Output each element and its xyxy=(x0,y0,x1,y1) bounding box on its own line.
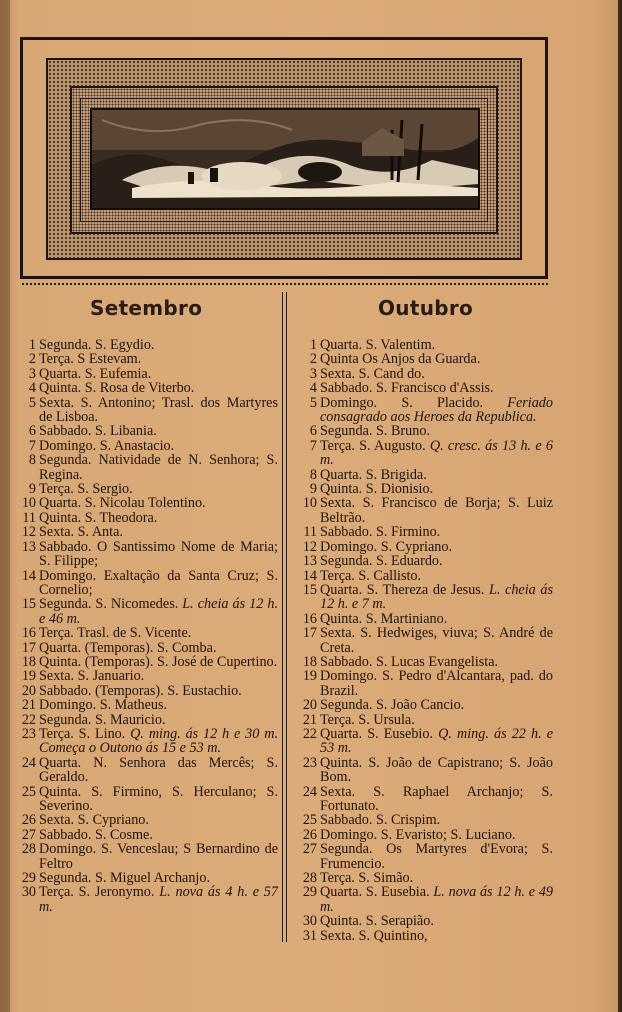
day-description xyxy=(320,842,553,871)
calendar-entry xyxy=(10,641,278,655)
day-description xyxy=(320,482,553,496)
day-number: 2 xyxy=(309,351,317,368)
day-description xyxy=(39,641,278,655)
day-description xyxy=(39,828,278,842)
day-description xyxy=(39,396,278,425)
day-number: 21 xyxy=(21,697,36,714)
day-description xyxy=(39,684,278,698)
day-number: 18 xyxy=(21,653,36,670)
day-saints: Quarta. (Temporas). S. Comba. xyxy=(39,639,217,656)
day-saints: Segunda. S. João Cancio. xyxy=(320,697,465,714)
day-description xyxy=(39,424,278,438)
day-number: 26 xyxy=(302,826,317,843)
day-number: 13 xyxy=(302,553,317,570)
day-description xyxy=(39,496,278,510)
day-saints: Sabbado. S. Francisco d'Assis. xyxy=(320,380,494,397)
day-description xyxy=(39,713,278,727)
day-number: 15 xyxy=(302,581,317,598)
calendar-entry xyxy=(291,367,553,381)
day-number: 12 xyxy=(21,524,36,541)
day-description xyxy=(320,525,553,539)
day-description xyxy=(320,352,553,366)
day-description xyxy=(39,569,278,598)
calendar-entry xyxy=(10,813,278,827)
calendar-entry xyxy=(10,540,278,569)
calendar-entry xyxy=(10,496,278,510)
day-saints: Sexta. S. Januario. xyxy=(39,668,145,685)
day-number: 2 xyxy=(28,351,36,368)
day-number: 20 xyxy=(21,682,36,699)
day-number: 19 xyxy=(21,668,36,685)
day-number: 1 xyxy=(309,337,317,353)
day-number: 20 xyxy=(302,697,317,714)
day-saints: Quinta. S. Dionisio. xyxy=(320,481,434,498)
day-number: 22 xyxy=(302,725,317,742)
calendar-entry xyxy=(291,554,553,568)
day-description xyxy=(320,813,553,827)
day-description xyxy=(39,367,278,381)
day-description xyxy=(320,569,553,583)
calendar-entry xyxy=(291,756,553,785)
day-saints: Terça. S. Sergio. xyxy=(39,481,133,498)
astronomical-note: Q. ming. ás 12 h e 30 m. Começa o Outono ás 15 e 53 m. xyxy=(39,725,278,757)
day-number: 18 xyxy=(302,653,317,670)
day-number: 4 xyxy=(309,380,317,397)
day-saints: Sexta. S. Hedwiges, viuva; S. André de Creta. xyxy=(320,625,553,656)
calendar-entry xyxy=(10,756,278,785)
day-number: 28 xyxy=(21,841,36,858)
calendar-entry xyxy=(10,439,278,453)
day-description xyxy=(39,597,278,626)
day-number: 11 xyxy=(303,524,317,541)
calendar-entry xyxy=(291,612,553,626)
day-number: 9 xyxy=(309,481,317,498)
day-saints: Quarta. S. Thereza de Jesus. xyxy=(320,581,489,598)
day-description xyxy=(320,381,553,395)
calendar-entry xyxy=(291,842,553,871)
day-saints: Segunda. Natividade de N. Senhora; S. Regina. xyxy=(39,452,278,483)
winter-landscape-engraving-icon xyxy=(90,108,480,210)
calendar-entry xyxy=(291,482,553,496)
calendar-entry xyxy=(10,453,278,482)
day-saints: Sexta. S. Cypriano. xyxy=(39,812,149,829)
day-description xyxy=(320,540,553,554)
day-number: 1 xyxy=(28,337,36,353)
calendar-entry xyxy=(10,626,278,640)
day-description xyxy=(39,338,278,352)
astronomical-note: L. cheia ás 12 h. e 7 m. xyxy=(320,581,553,613)
day-number: 25 xyxy=(21,783,36,800)
day-number: 30 xyxy=(21,884,36,901)
calendar-entry xyxy=(291,914,553,928)
day-saints: Sexta. S. Cand do. xyxy=(320,365,425,382)
day-saints: Quarta. S. Eusebia. xyxy=(320,884,434,901)
calendar-entry xyxy=(10,381,278,395)
day-saints: Quinta. S. Firmino, S. Herculano; S. Severino. xyxy=(39,783,278,814)
day-number: 21 xyxy=(302,711,317,728)
day-description xyxy=(320,612,553,626)
day-description xyxy=(39,698,278,712)
day-number: 12 xyxy=(302,538,317,555)
calendar-entry xyxy=(10,525,278,539)
day-number: 10 xyxy=(21,495,36,512)
day-description xyxy=(39,525,278,539)
calendar-entry xyxy=(10,597,278,626)
day-description xyxy=(39,785,278,814)
day-description xyxy=(39,439,278,453)
astronomical-note: L. cheia ás 12 h. e 46 m. xyxy=(39,596,278,627)
day-description xyxy=(320,756,553,785)
day-number: 30 xyxy=(302,913,317,930)
day-description xyxy=(320,885,553,914)
day-number: 16 xyxy=(302,610,317,627)
day-number: 8 xyxy=(309,466,317,483)
day-number: 31 xyxy=(302,927,317,944)
calendar-entry xyxy=(291,813,553,827)
day-number: 9 xyxy=(28,481,36,498)
day-number: 6 xyxy=(28,423,36,440)
day-number: 24 xyxy=(21,754,36,771)
day-number: 3 xyxy=(28,365,36,382)
day-description xyxy=(320,424,553,438)
day-saints: Sabbado. (Temporas). S. Eustachio. xyxy=(39,682,242,699)
day-description xyxy=(39,813,278,827)
day-saints: Terça. S. Jeronymo. xyxy=(39,884,160,901)
day-description xyxy=(320,655,553,669)
calendar-entry xyxy=(10,424,278,438)
calendar-entry xyxy=(10,511,278,525)
day-number: 7 xyxy=(28,437,36,454)
astronomical-note: L. nova ás 12 h. e 49 m. xyxy=(320,884,554,915)
day-description xyxy=(39,453,278,482)
astronomical-note: Q. ming. ás 22 h. e 53 m. xyxy=(320,725,553,757)
day-description xyxy=(320,727,553,756)
calendar-entry xyxy=(10,338,278,352)
day-number: 14 xyxy=(302,567,317,584)
day-number: 19 xyxy=(302,668,317,685)
day-number: 14 xyxy=(21,567,36,584)
day-description xyxy=(39,727,278,756)
day-saints: Segunda. S. Nicomedes. xyxy=(39,596,183,613)
day-number: 4 xyxy=(28,380,36,397)
calendar-entry xyxy=(291,439,553,468)
day-saints: Quarta. S. Brigida. xyxy=(320,466,427,483)
day-saints: Sexta. S. Antonino; Trasl. dos Martyres de Lisboa. xyxy=(39,394,278,426)
day-saints: Sexta. S. Raphael Archanjo; S. Fortunato. xyxy=(320,783,553,814)
day-saints: Domingo. Exaltação da Santa Cruz; S. Cornelio; xyxy=(39,567,278,598)
calendar-entry xyxy=(291,569,553,583)
calendar-entry xyxy=(10,367,278,381)
calendar-entry xyxy=(291,468,553,482)
day-saints: Terça. Trasl. de S. Vicente. xyxy=(39,625,192,642)
day-number: 11 xyxy=(22,509,36,526)
day-description xyxy=(320,914,553,928)
column-divider xyxy=(282,292,287,942)
day-number: 10 xyxy=(302,495,317,512)
day-number: 29 xyxy=(21,870,36,887)
calendar-entry xyxy=(10,482,278,496)
page-binding-edge xyxy=(0,0,10,1012)
calendar-entry xyxy=(291,424,553,438)
astronomical-note: Feriado consagrado aos Heroes da Republica. xyxy=(320,394,553,426)
calendar-entry xyxy=(291,785,553,814)
day-number: 27 xyxy=(302,841,317,858)
calendar-entry xyxy=(291,713,553,727)
calendar-entry xyxy=(291,338,553,352)
day-description xyxy=(320,929,553,943)
calendar-entry xyxy=(291,540,553,554)
setembro-column xyxy=(10,338,278,914)
calendar-entry xyxy=(10,396,278,425)
calendar-entry xyxy=(291,525,553,539)
day-description xyxy=(320,669,553,698)
calendar-entry xyxy=(291,698,553,712)
day-description xyxy=(320,338,553,352)
day-description xyxy=(39,626,278,640)
day-description xyxy=(39,871,278,885)
day-description xyxy=(39,352,278,366)
calendar-entry xyxy=(10,828,278,842)
calendar-entry xyxy=(10,785,278,814)
day-number: 7 xyxy=(309,437,317,454)
day-number: 23 xyxy=(302,754,317,771)
calendar-entry xyxy=(10,842,278,871)
day-saints: Sabbado. S. Lucas Evangelista. xyxy=(320,653,499,670)
astronomical-note: L. nova ás 4 h. e 57 m. xyxy=(39,884,278,915)
day-saints: Segunda. Os Martyres d'Evora; S. Frumencio. xyxy=(320,841,553,872)
day-saints: Quarta. S. Eusebio. xyxy=(320,725,439,742)
page-right-edge xyxy=(618,0,622,1012)
day-saints: Quinta. S. João de Capistrano; S. João Bom. xyxy=(320,754,553,786)
calendar-entry xyxy=(291,655,553,669)
day-description xyxy=(320,583,553,612)
day-description xyxy=(320,496,553,525)
day-saints: Terça. S. Augusto. xyxy=(320,437,430,454)
header-dotted-rule xyxy=(22,283,548,288)
day-description xyxy=(320,468,553,482)
day-number: 16 xyxy=(21,625,36,642)
day-number: 22 xyxy=(21,711,36,728)
day-description xyxy=(39,540,278,569)
day-saints: Terça. S. Lino. xyxy=(39,725,131,742)
day-number: 13 xyxy=(21,538,36,555)
day-saints: Quarta. S. Nicolau Tolentino. xyxy=(39,495,206,512)
calendar-entry xyxy=(10,885,278,914)
day-saints: Quinta. S. Theodora. xyxy=(39,509,158,526)
day-number: 25 xyxy=(302,812,317,829)
day-number: 5 xyxy=(28,394,36,411)
day-description xyxy=(320,713,553,727)
calendar-entry xyxy=(291,828,553,842)
day-saints: Domingo. S. Venceslau; S Bernardino de Feltro xyxy=(39,841,278,872)
day-saints: Quarta. S. Eufemia. xyxy=(39,365,152,382)
calendar-entry xyxy=(10,871,278,885)
day-description xyxy=(39,756,278,785)
day-number: 23 xyxy=(21,725,36,742)
day-saints: Segunda. S. Miguel Archanjo. xyxy=(39,870,211,887)
day-description xyxy=(39,655,278,669)
calendar-entry xyxy=(10,569,278,598)
calendar-entry xyxy=(291,396,553,425)
day-saints: Sabbado. S. Crispim. xyxy=(320,812,441,829)
calendar-entry xyxy=(10,684,278,698)
day-number: 26 xyxy=(21,812,36,829)
day-saints: Sexta. S. Francisco de Borja; S. Luiz Beltrão. xyxy=(320,495,553,526)
day-saints: Terça. S. Ursula. xyxy=(320,711,415,728)
calendar-entry xyxy=(291,885,553,914)
calendar-entry xyxy=(291,626,553,655)
day-saints: Sexta. S. Anta. xyxy=(39,524,123,541)
calendar-entry xyxy=(291,727,553,756)
day-number: 15 xyxy=(21,596,36,613)
day-saints: Segunda. S. Bruno. xyxy=(320,423,430,440)
day-number: 17 xyxy=(21,639,36,656)
day-saints: Quarta. S. Valentim. xyxy=(320,337,436,353)
calendar-entry xyxy=(10,352,278,366)
day-saints: Domingo. S. Pedro d'Alcantara, pad. do Brazil. xyxy=(320,668,553,699)
day-number: 5 xyxy=(309,394,317,411)
day-description xyxy=(320,871,553,885)
day-description xyxy=(39,381,278,395)
calendar-entry xyxy=(10,669,278,683)
day-description xyxy=(320,396,553,425)
day-description xyxy=(320,785,553,814)
calendar-entry xyxy=(291,496,553,525)
day-saints: Terça. S. Simão. xyxy=(320,870,414,887)
day-saints: Domingo. S. Cypriano. xyxy=(320,538,453,555)
calendar-entry xyxy=(10,727,278,756)
day-description xyxy=(320,626,553,655)
calendar-entry xyxy=(291,669,553,698)
day-saints: Terça. S. Callisto. xyxy=(320,567,422,584)
day-number: 3 xyxy=(309,365,317,382)
calendar-entry xyxy=(10,655,278,669)
day-saints: Quinta. (Temporas). S. José de Cupertino. xyxy=(39,653,278,670)
day-saints: Sabbado. O Santissimo Nome de Maria; S. Filippe; xyxy=(39,538,278,570)
calendar-entry xyxy=(10,713,278,727)
day-description xyxy=(320,698,553,712)
day-saints: Quarta. N. Senhora das Mercês; S. Geraldo. xyxy=(39,754,278,786)
day-number: 6 xyxy=(309,423,317,440)
day-description xyxy=(39,842,278,871)
day-saints: Segunda. S. Eduardo. xyxy=(320,553,443,570)
day-description xyxy=(320,554,553,568)
day-number: 29 xyxy=(302,884,317,901)
calendar-entry xyxy=(291,352,553,366)
day-saints: Domingo. S. Placido. xyxy=(320,394,508,411)
day-description xyxy=(39,885,278,914)
day-description xyxy=(320,439,553,468)
month-title-outubro: Outubro xyxy=(378,296,474,320)
day-saints: Quinta. S. Rosa de Viterbo. xyxy=(39,380,195,397)
day-description xyxy=(39,482,278,496)
day-saints: Sabbado. S. Firmino. xyxy=(320,524,441,541)
calendar-entry xyxy=(291,583,553,612)
day-number: 8 xyxy=(28,452,36,469)
day-number: 27 xyxy=(21,826,36,843)
calendar-entry xyxy=(291,381,553,395)
day-number: 17 xyxy=(302,625,317,642)
day-saints: Domingo. S. Evaristo; S. Luciano. xyxy=(320,826,516,843)
day-description xyxy=(39,669,278,683)
day-description xyxy=(320,828,553,842)
calendar-entry xyxy=(291,929,553,943)
outubro-column xyxy=(291,338,553,943)
day-saints: Quinta. S. Martiniano. xyxy=(320,610,448,627)
day-saints: Segunda. S. Egydio. xyxy=(39,337,155,353)
day-number: 24 xyxy=(302,783,317,800)
day-saints: Quinta Os Anjos da Guarda. xyxy=(320,351,481,368)
day-saints: Sabbado. S. Cosme. xyxy=(39,826,153,843)
day-description xyxy=(320,367,553,381)
day-saints: Sexta. S. Quintino, xyxy=(320,927,428,944)
calendar-entry xyxy=(10,698,278,712)
day-saints: Sabbado. S. Libania. xyxy=(39,423,157,440)
day-saints: Domingo. S. Anastacio. xyxy=(39,437,175,454)
day-saints: Terça. S Estevam. xyxy=(39,351,142,368)
astronomical-note: Q. cresc. ás 13 h. e 6 m. xyxy=(320,437,553,469)
day-description xyxy=(39,511,278,525)
day-saints: Quinta. S. Serapião. xyxy=(320,913,434,930)
day-number: 28 xyxy=(302,870,317,887)
day-saints: Segunda. S. Mauricio. xyxy=(39,711,166,728)
day-saints: Domingo. S. Matheus. xyxy=(39,697,168,714)
month-title-setembro: Setembro xyxy=(90,296,203,320)
calendar-entry xyxy=(291,871,553,885)
